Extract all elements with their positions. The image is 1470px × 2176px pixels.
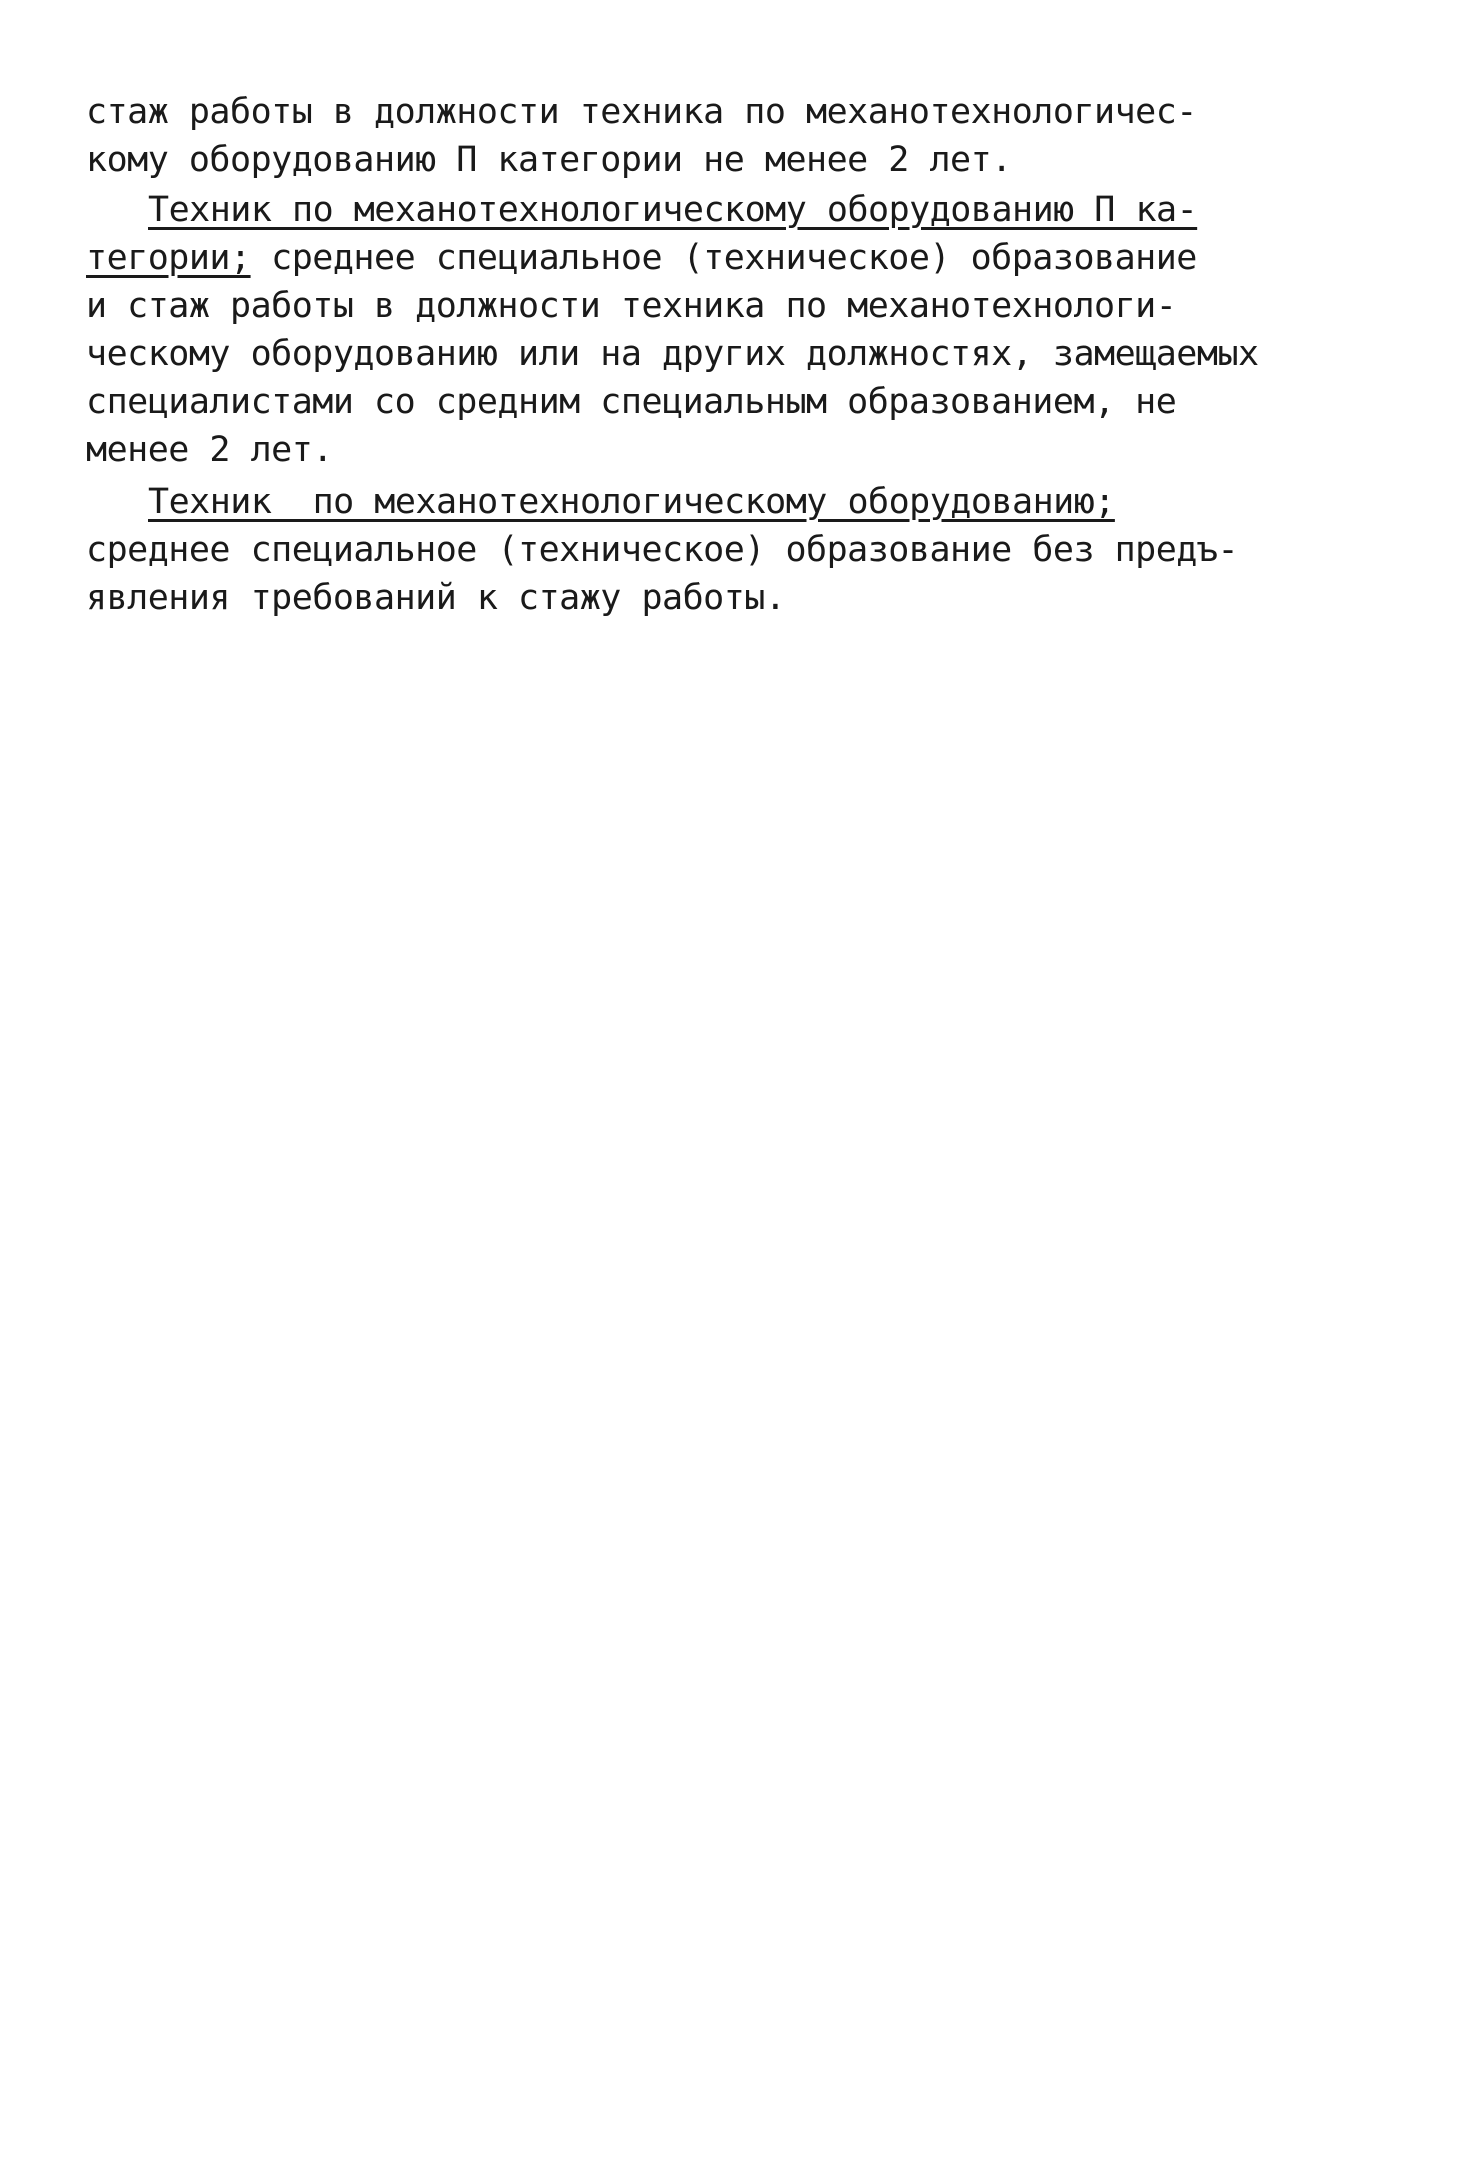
text-line: стаж работы в должности техника по механотехнологичес- [86, 92, 1197, 132]
text-line: явления требований к стажу работы. [86, 578, 786, 618]
text-fragment: среднее специальное (техническое) образование [250, 238, 1197, 278]
text-line: специалистами со средним специальным образованием, не [86, 382, 1177, 422]
text-line: кому оборудованию П категории не менее 2 лет. [86, 140, 1012, 180]
text-line: среднее специальное (техническое) образование без предъ- [86, 530, 1239, 570]
heading-technician-category-2: Техник по механотехнологическому оборудованию П ка- [148, 190, 1198, 230]
heading-technician: Техник по механотехнологическому оборудованию; [148, 482, 1115, 522]
text-line [86, 238, 1197, 278]
text-line: менее 2 лет. [86, 430, 333, 470]
text-line: и стаж работы в должности техника по механотехнологи- [86, 286, 1177, 326]
text-line: ческому оборудованию или на других должностях, замещаемых [86, 334, 1259, 374]
heading-technician-category-2-continued: тегории; [86, 238, 251, 278]
